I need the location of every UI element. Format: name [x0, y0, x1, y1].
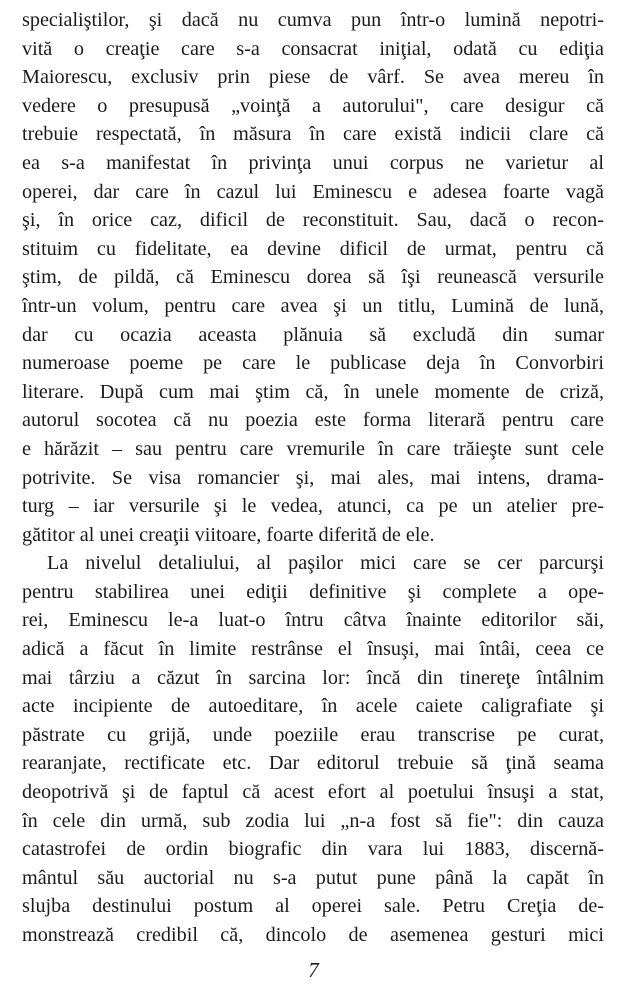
text-line: potrivite. Se visa romancier şi, mai ales, mai intens, drama- [22, 466, 604, 489]
paragraph-2 [22, 549, 604, 949]
text-line: numeroase poeme pe care le publicase deja în Convorbiri [22, 352, 604, 375]
text-line: literare. După cum mai ştim că, în unele momente de criză, [22, 380, 604, 403]
text-line: adică a făcut în limite restrânse el însuşi, mai întâi, ceea ce [22, 638, 604, 661]
text-line: vită o creaţie care s-a consacrat iniţial, odată cu ediţia [22, 37, 604, 60]
text-line: ea s-a manifestat în privinţa unui corpus ne varietur al [22, 151, 604, 174]
text-line: autorul socotea că nu poezia este forma literară pentru care [22, 409, 604, 432]
text-line: deopotrivă şi de faptul că acest efort al poetului însuşi a stat, [22, 781, 604, 804]
text-line: Maiorescu, exclusiv prin piese de vârf. Se avea mereu în [22, 66, 604, 89]
text-line: e hărăzit – sau pentru care vremurile în care trăieşte sunt cele [22, 437, 604, 460]
page-number: 7 [308, 958, 319, 982]
text-line: slujba destinului postum al operei sale. Petru Creţia de- [22, 895, 604, 918]
text-line: vedere o presupusă „voinţă a autorului", care desigur că [22, 94, 604, 117]
text-line: rearanjate, rectificate etc. Dar editorul trebuie să ţină seama [22, 752, 604, 775]
text-line: păstrate cu grijă, unde poeziile erau transcrise pe curat, [22, 723, 604, 746]
text-line: La nivelul detaliului, al paşilor mici care se cer parcurşi [47, 552, 604, 575]
text-line: şi, în orice caz, dificil de reconstituit. Sau, dacă o recon- [22, 209, 604, 232]
text-line: mântul său auctorial nu s-a putut pune până la capăt în [22, 866, 604, 889]
text-line: specialiştilor, şi dacă nu cumva pun într-o lumină nepotri- [22, 9, 604, 31]
paragraph-1 [22, 6, 604, 549]
body-text [22, 6, 604, 950]
text-line: trebuie respectată, în măsura în care există indicii clare că [22, 123, 604, 146]
text-line: operei, dar care în cazul lui Eminescu e adesea foarte vagă [22, 180, 604, 203]
text-line: gătitor al unei creaţii viitoare, foarte diferită de ele. [22, 523, 435, 546]
text-line: acte incipiente de autoeditare, în acele caiete caligrafiate şi [22, 695, 604, 718]
text-line: pentru stabilirea unei ediţii definitive şi complete a ope- [22, 580, 604, 603]
text-line: într-un volum, pentru care avea şi un titlu, Lumină de lună, [22, 294, 604, 317]
text-line: turg – iar versurile şi le vedea, atunci, ca pe un atelier pre- [22, 495, 604, 518]
text-line: stituim cu fidelitate, ea devine dificil de urmat, pentru că [22, 237, 604, 260]
text-line: monstrează credibil că, dincolo de asemenea gesturi mici [22, 924, 604, 946]
text-line: catastrofei de ordin biografic din vara lui 1883, discernă- [22, 838, 604, 861]
text-line: dar cu ocazia aceasta plănuia să excludă din sumar [22, 323, 604, 346]
text-line: mai târziu a căzut în sarcina lor: încă din tinereţe întâlnim [22, 666, 604, 689]
text-line: în cele din urmă, sub zodia lui „n-a fost să fie": din cauza [22, 809, 604, 832]
text-line: ştim, de pildă, că Eminescu dorea să îşi reunească versurile [22, 266, 604, 289]
text-line: rei, Eminescu le-a luat-o întru câtva înainte editorilor săi, [22, 609, 604, 632]
